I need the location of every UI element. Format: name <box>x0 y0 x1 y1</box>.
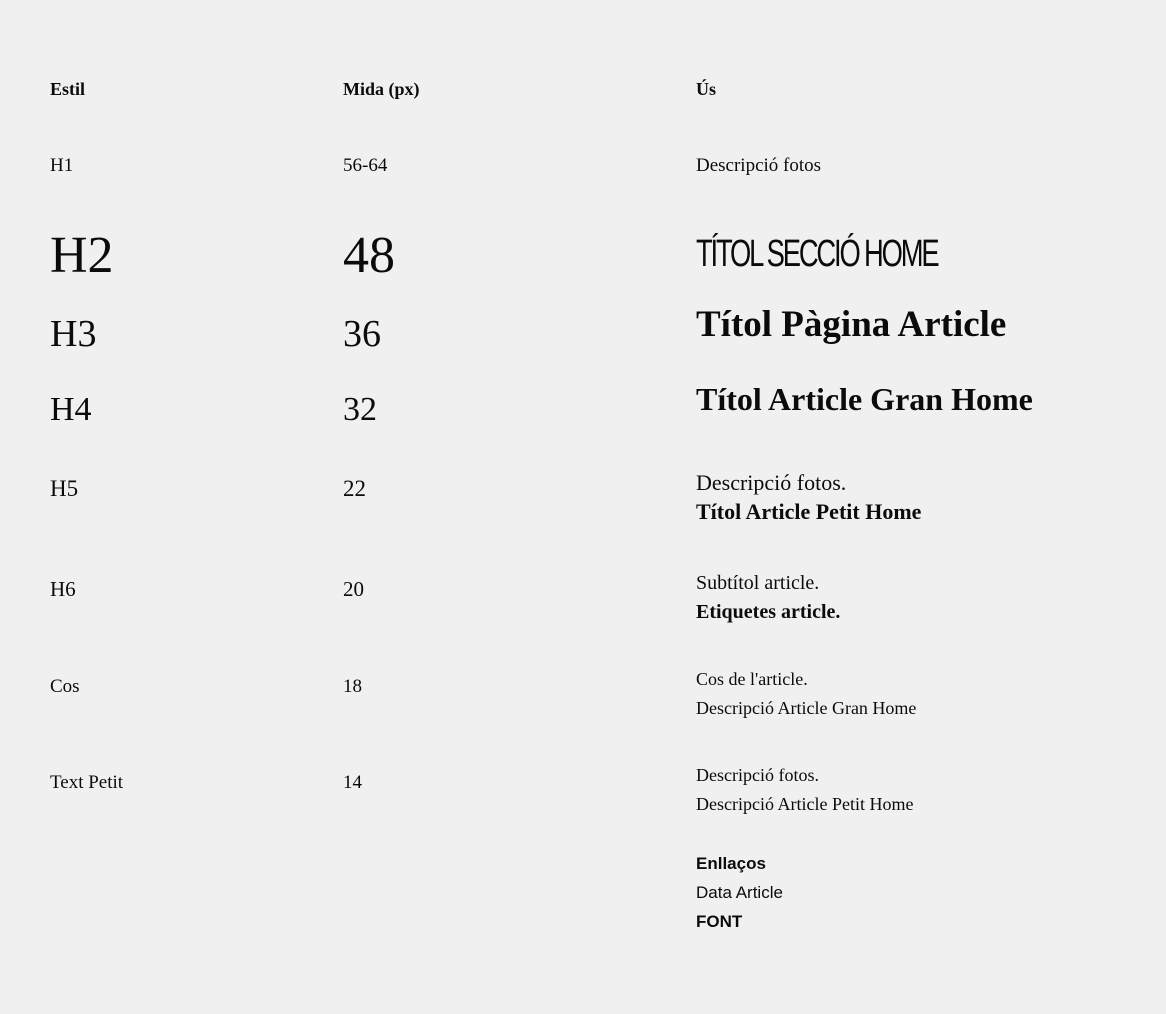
usage-sans-examples <box>696 849 783 936</box>
style-h4: H4 <box>50 391 92 428</box>
usage-h2: TÍTOL SECCIÓ HOME <box>696 233 938 275</box>
usage-h1: Descripció fotos <box>696 155 822 176</box>
usage-h6-line-1: Subtítol article. <box>696 572 820 594</box>
usage-font: FONT <box>696 912 743 931</box>
header-style: Estil <box>50 79 86 99</box>
header-size: Mida (px) <box>343 79 420 99</box>
size-h1: 56-64 <box>343 155 388 176</box>
size-h2: 48 <box>343 227 395 284</box>
style-cos: Cos <box>50 676 80 697</box>
style-text-petit: Text Petit <box>50 772 124 793</box>
header-usage: Ús <box>696 79 717 99</box>
usage-cos-line-2: Descripció Article Gran Home <box>696 698 917 718</box>
usage-h4: Títol Article Gran Home <box>696 381 1033 417</box>
size-text-petit: 14 <box>343 772 362 793</box>
usage-cos <box>696 665 916 723</box>
style-h5: H5 <box>50 476 79 501</box>
size-h6: 20 <box>343 577 364 601</box>
usage-text-petit <box>696 761 913 819</box>
usage-h6-line-2: Etiquetes article. <box>696 601 841 623</box>
usage-cos-line-1: Cos de l'article. <box>696 669 808 689</box>
style-h3: H3 <box>50 313 97 355</box>
size-h4: 32 <box>343 391 377 428</box>
usage-h6 <box>696 569 840 627</box>
size-cos: 18 <box>343 676 362 697</box>
usage-h5 <box>696 468 921 526</box>
usage-petit-line-1: Descripció fotos. <box>696 765 819 785</box>
usage-h5-line-1: Descripció fotos. <box>696 470 847 495</box>
size-h3: 36 <box>343 313 381 355</box>
style-h6: H6 <box>50 577 76 601</box>
usage-h5-line-2: Títol Article Petit Home <box>696 499 922 524</box>
usage-h3: Títol Pàgina Article <box>696 304 1007 345</box>
usage-links: Enllaços <box>696 854 766 873</box>
style-h1: H1 <box>50 155 74 176</box>
style-h2: H2 <box>50 227 114 284</box>
usage-article-date: Data Article <box>696 883 783 902</box>
size-h5: 22 <box>343 476 366 501</box>
usage-petit-line-2: Descripció Article Petit Home <box>696 794 914 814</box>
